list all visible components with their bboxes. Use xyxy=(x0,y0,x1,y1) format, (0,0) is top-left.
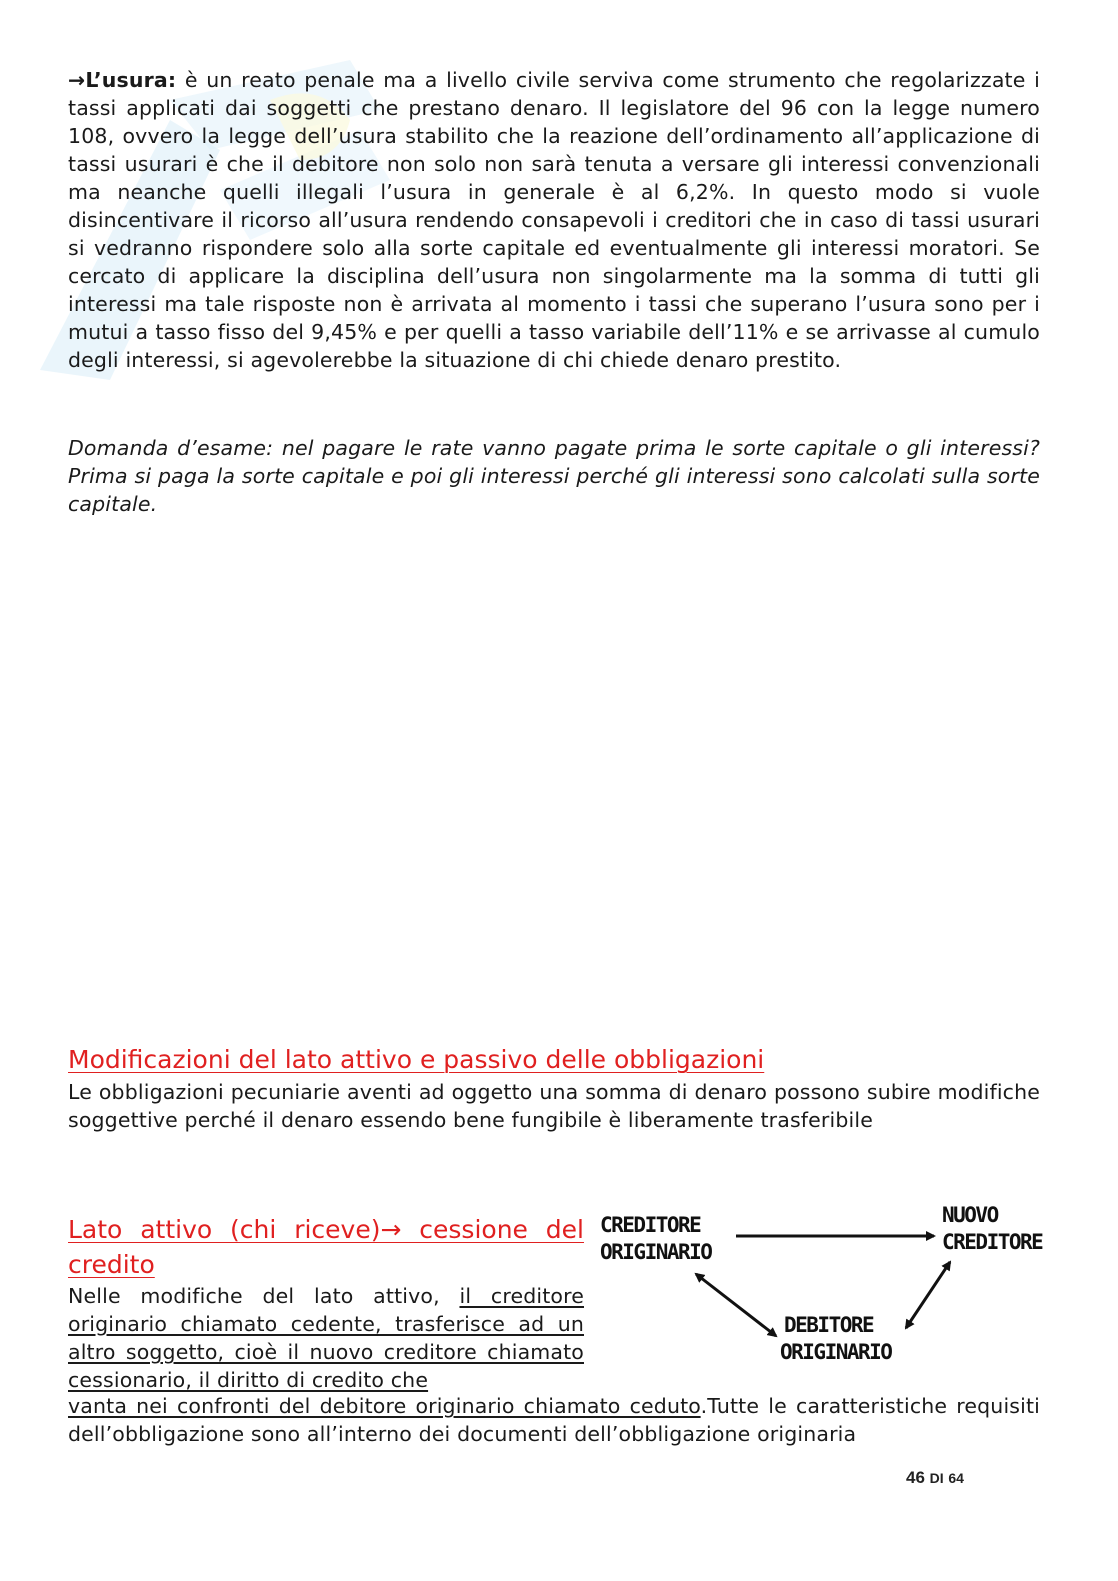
usura-term: L’usura: xyxy=(85,68,177,92)
nuovo-creditore-line1: NUOVO xyxy=(942,1203,998,1227)
exam-question xyxy=(68,434,1040,518)
lato-attivo-continued xyxy=(68,1392,1040,1448)
debitore-originario-line1: DEBITORE xyxy=(784,1313,874,1337)
usura-text: è un reato penale ma a livello civile serviva come strumento che regolarizzate i tassi applicati dai soggetti che prestano denaro. Il legislatore del 96 con la legge numero 108, ovvero la legge dell’usura stabilito che la reazione dell’ordinamento all’applicazione di tassi usurari è che il debitore non solo non sarà tenuta a versare gli interessi convenzionali ma neanche quelli illegali l’usura in generale è al 6,2%. In questo modo si vuole disincentivare il ricorso all’usura rendendo consapevoli i creditori che in caso di tassi usurari si vedranno rispondere solo alla sorte capitale ed eventualmente gli interessi moratori. Se cercato di applicare la disciplina dell’usura non singolarmente ma la somma di tutti gli interessi ma tale risposte non è arrivata al momento i tassi che superano l’usura sono per i mutui a tasso fisso del 9,45% e per quelli a tasso variabile dell’11% e se arrivasse al cumulo degli interessi, si agevolerebbe la situazione di chi chiede denaro prestito. xyxy=(68,68,1040,372)
lato-attivo-rest: .Tutte le caratteristiche requisiti dell’obbligazione sono all’interno dei documenti dell’obbligazione originaria xyxy=(68,1394,1041,1446)
exam-question-text: Domanda d’esame: nel pagare le rate vanno pagate prima le sorte capitale o gli interessi? Prima si paga la sorte capitale e poi gli interessi perché gli interessi sono calcolati sulla sorte capitale. xyxy=(68,436,1040,516)
lato-attivo-underlined-2: vanta nei confronti del debitore originario chiamato ceduto xyxy=(68,1394,701,1418)
cessione-diagram xyxy=(594,1196,1064,1374)
section-text: Le obbligazioni pecuniarie aventi ad oggetto una somma di denaro possono subire modifiche soggettive perché il denaro essendo bene fungibile è liberamente trasferibile xyxy=(68,1080,1040,1132)
creditore-originario-line2: ORIGINARIO xyxy=(600,1240,712,1264)
page-current: 46 xyxy=(906,1468,925,1487)
arrow-creditore-debitore xyxy=(696,1274,776,1336)
lato-attivo-section xyxy=(68,1212,584,1394)
page-of: DI xyxy=(929,1470,944,1486)
creditore-originario-line1: CREDITORE xyxy=(600,1213,701,1237)
section-modificazioni xyxy=(68,1044,1040,1134)
arrow-debitore-nuovo xyxy=(906,1262,950,1328)
lato-attivo-underlined: il creditore originario chiamato cedente, trasferisce ad un altro soggetto, cioè il nuovo creditore chiamato cessionario, il diritto di credito che xyxy=(68,1284,584,1392)
page-total: 64 xyxy=(948,1470,964,1486)
usura-paragraph xyxy=(68,66,1040,374)
debitore-originario-line2: ORIGINARIO xyxy=(780,1340,892,1364)
lato-attivo-heading: Lato attivo (chi riceve)→ cessione del credito xyxy=(68,1215,584,1279)
page-number xyxy=(906,1468,964,1488)
lato-attivo-intro: Nelle modifiche del lato attivo, xyxy=(68,1284,460,1308)
section-heading: Modificazioni del lato attivo e passivo delle obbligazioni xyxy=(68,1045,765,1074)
nuovo-creditore-line2: CREDITORE xyxy=(942,1230,1043,1254)
arrow-glyph: → xyxy=(68,68,86,92)
